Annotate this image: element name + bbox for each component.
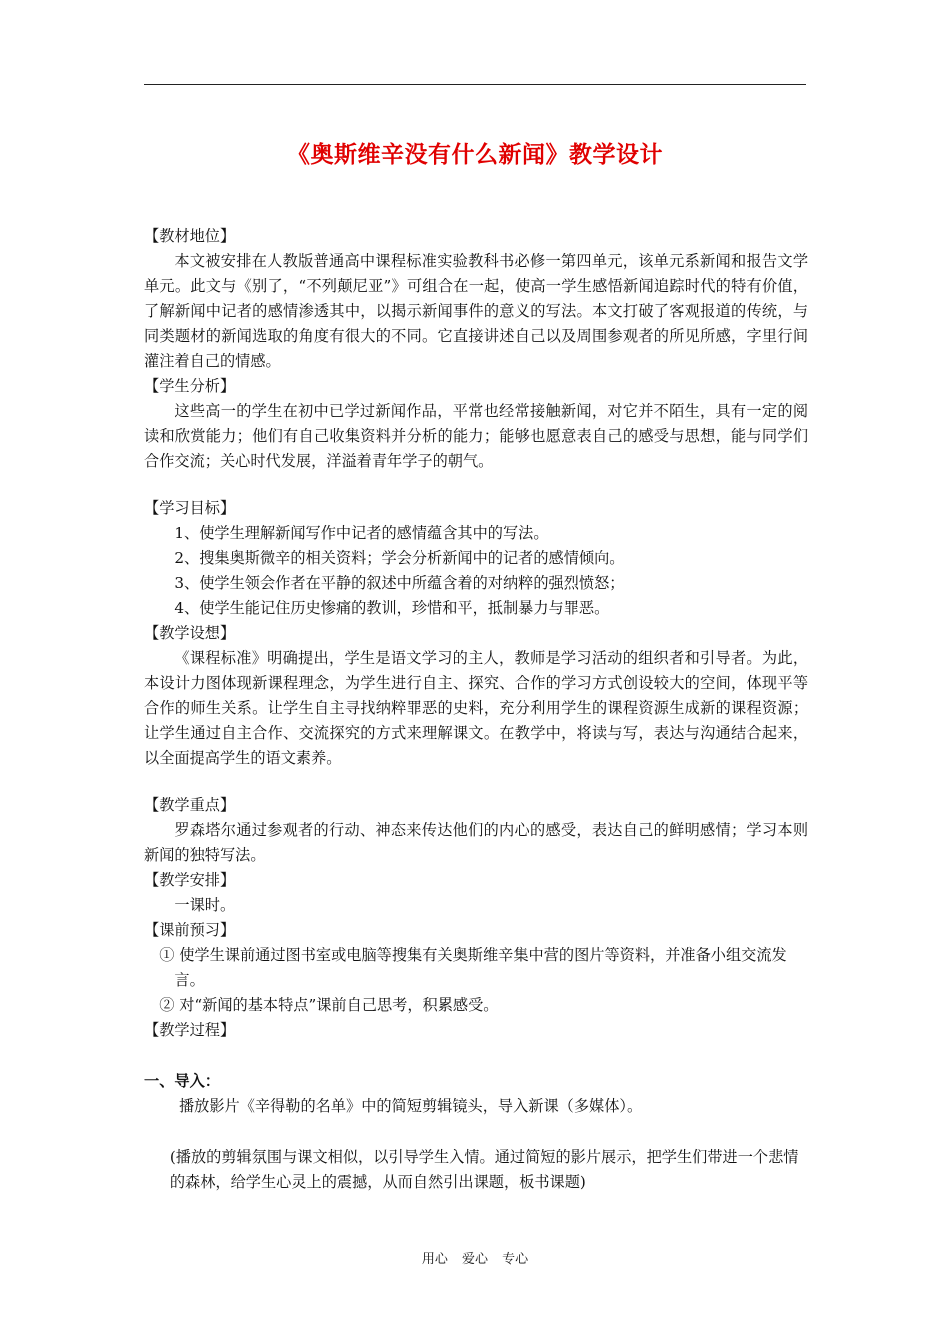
list-item: ① 使学生课前通过图书室或电脑等搜集有关奥斯维辛集中营的图片等资料，并准备小组交流发言。 [159, 946, 787, 989]
section-heading-xuesheng: 【学生分析】 [144, 377, 236, 395]
section-heading-mubiao: 【学习目标】 [144, 499, 236, 517]
section-heading-shexiang: 【教学设想】 [144, 624, 236, 642]
list-item: 4、使学生能记住历史惨痛的教训，珍惜和平，抵制暴力与罪恶。 [174, 599, 610, 617]
document-title: 《奥斯维辛没有什么新闻》教学设计 [287, 142, 663, 168]
page-footer: 用心 爱心 专心 [421, 1252, 529, 1267]
section-heading-zhongdian: 【教学重点】 [144, 796, 236, 814]
header-rule [144, 84, 806, 85]
paragraph-xuesheng: 这些高一的学生在初中已学过新闻作品，平常也经常接触新闻，对它并不陌生，具有一定的阅读和欣赏能力；他们有自己收集资料并分析的能力；能够也愿意表自己的感受与思想，能与同学们合作交流；关心时代发展，洋溢着青年学子的朝气。 [144, 402, 808, 470]
list-item: ② 对“新闻的基本特点”课前自己思考，积累感受。 [159, 996, 499, 1014]
paragraph-zhongdian: 罗森塔尔通过参观者的行动、神态来传达他们的内心的感受，表达自己的鲜明感情；学习本则新闻的独特写法。 [144, 821, 808, 864]
section-heading-yuxi: 【课前预习】 [144, 921, 236, 939]
paragraph-anpai: 一课时。 [174, 896, 236, 914]
list-item: 3、使学生领会作者在平静的叙述中所蕴含着的对纳粹的强烈愤怒； [174, 574, 625, 592]
paragraph-jiaocai: 本文被安排在人教版普通高中课程标准实验教科书必修一第四单元，该单元系新闻和报告文学单元。此文与《别了，“不列颠尼亚”》可组合在一起，使高一学生感悟新闻追踪时代的特有价值，了解新闻中记者的感情渗透其中，以揭示新闻事件的意义的写法。本文打破了客观报道的传统，与同类题材的新闻选取的角度有很大的不同。它直接讲述自己以及周围参观者的所见所感，字里行间灌注着自己的情感。 [144, 252, 808, 370]
list-item: 1、使学生理解新闻写作中记者的感情蕴含其中的写法。 [174, 524, 549, 542]
section-heading-guocheng: 【教学过程】 [144, 1021, 236, 1039]
paragraph-shexiang: 《课程标准》明确提出，学生是语文学习的主人，教师是学习活动的组织者和引导者。为此，本设计力图体现新课程理念，为学生进行自主、探究、合作的学习方式创设较大的空间，体现平等合作的师生关系。让学生自主寻找纳粹罪恶的史料，充分利用学生的课程资源生成新的课程资源；让学生通过自主合作、交流探究的方式来理解课文。在教学中，将读与写，表达与沟通结合起来，以全面提高学生的语文素养。 [144, 649, 808, 767]
section-heading-daoru: 一、导入： [144, 1072, 220, 1090]
section-heading-anpai: 【教学安排】 [144, 871, 236, 889]
document-body [144, 224, 808, 1195]
list-item: 2、搜集奥斯微辛的相关资料；学会分析新闻中的记者的感情倾向。 [174, 549, 625, 567]
section-heading-jiaocai: 【教材地位】 [144, 227, 236, 245]
paragraph-daoru: 播放影片《辛得勒的名单》中的简短剪辑镜头，导入新课（多媒体）。 [178, 1097, 643, 1115]
paragraph-daoru-note: (播放的剪辑氛围与课文相似，以引导学生入情。通过简短的影片展示，把学生们带进一个悲情的森林，给学生心灵上的震撼，从而自然引出课题，板书课题) [169, 1148, 799, 1191]
